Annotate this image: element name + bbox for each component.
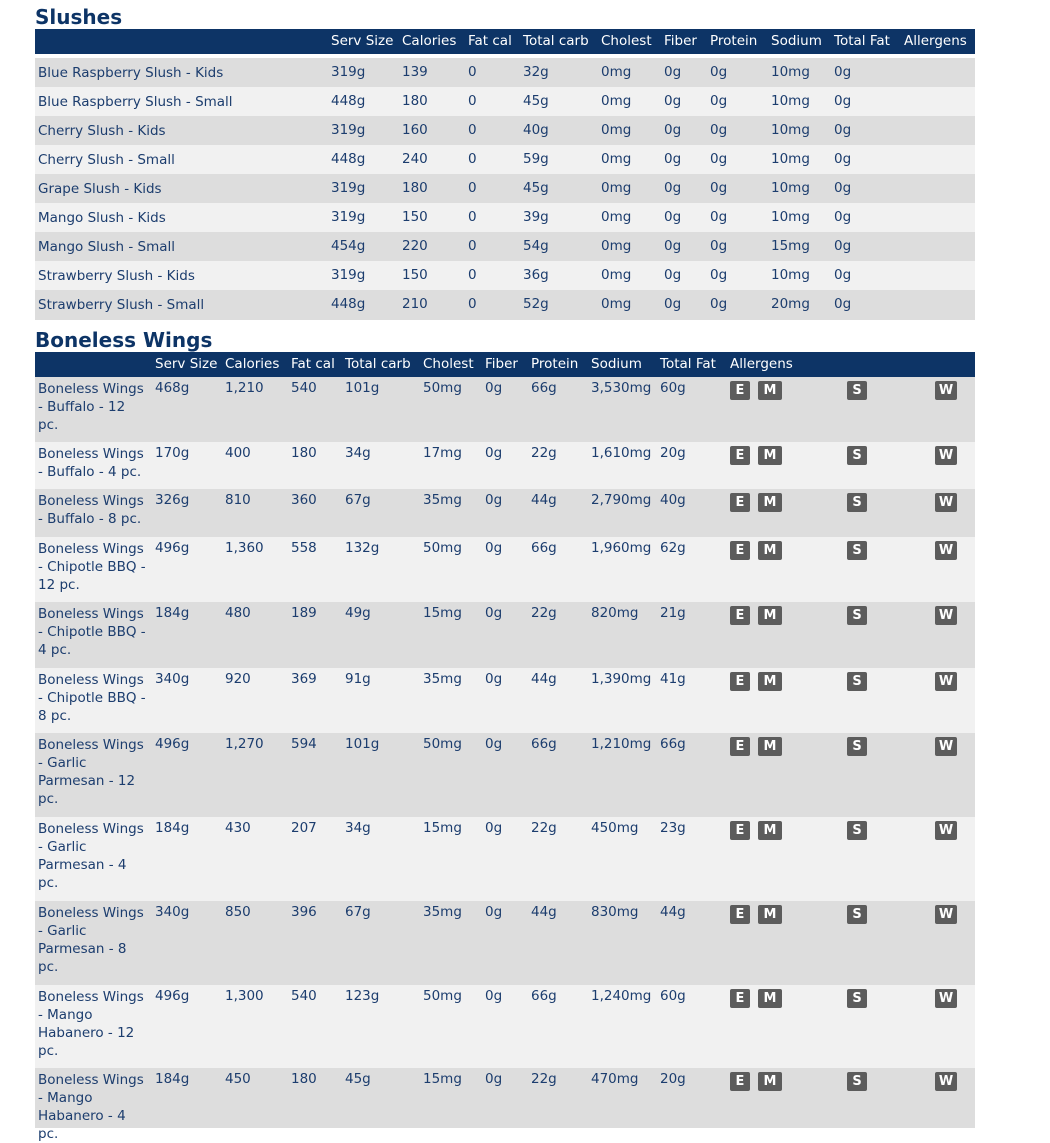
wheat-allergen-badge: W [935, 821, 957, 840]
column-header: Fiber [664, 33, 697, 49]
cell-fiber: 0g [664, 122, 682, 138]
wheat-allergen-badge: W [935, 493, 957, 512]
cell-chol: 0mg [601, 180, 632, 196]
cell-fatcal: 360 [291, 492, 317, 508]
column-header: Serv Size [155, 356, 218, 372]
milk-allergen-badge: M [758, 606, 782, 625]
cell-fat: 60g [660, 380, 686, 396]
cell-fat: 66g [660, 736, 686, 752]
item-name[interactable]: Mango Slush - Small [38, 239, 176, 255]
cell-cal: 430 [225, 820, 251, 836]
cell-protein: 66g [531, 540, 557, 556]
milk-allergen-badge: M [758, 905, 782, 924]
cell-sodium: 1,960mg [591, 540, 652, 556]
cell-fat: 0g [834, 64, 852, 80]
column-header: Serv Size [331, 33, 394, 49]
column-header: Cholest [423, 356, 474, 372]
soy-allergen-badge: S [847, 541, 867, 560]
slushes-section [35, 5, 975, 320]
cell-protein: 66g [531, 736, 557, 752]
cell-protein: 0g [710, 122, 728, 138]
cell-fiber: 0g [664, 296, 682, 312]
cell-fatcal: 594 [291, 736, 317, 752]
table-header [35, 29, 975, 54]
cell-carb: 45g [523, 93, 549, 109]
table-row [35, 58, 975, 87]
egg-allergen-badge: E [730, 606, 750, 625]
cell-fatcal: 207 [291, 820, 317, 836]
cell-serv: 184g [155, 605, 190, 621]
cell-chol: 0mg [601, 238, 632, 254]
cell-chol: 50mg [423, 988, 462, 1004]
cell-chol: 0mg [601, 267, 632, 283]
cell-fat: 21g [660, 605, 686, 621]
cell-chol: 35mg [423, 671, 462, 687]
column-header: Sodium [591, 356, 642, 372]
cell-fiber: 0g [664, 209, 682, 225]
cell-protein: 0g [710, 296, 728, 312]
wings-table [35, 377, 975, 1142]
soy-allergen-badge: S [847, 821, 867, 840]
cell-cal: 139 [402, 64, 428, 80]
cell-carb: 39g [523, 209, 549, 225]
cell-sodium: 1,390mg [591, 671, 652, 687]
cell-fatcal: 0 [468, 209, 477, 225]
cell-fatcal: 0 [468, 296, 477, 312]
cell-sodium: 820mg [591, 605, 639, 621]
cell-sodium: 1,610mg [591, 445, 652, 461]
cell-cal: 810 [225, 492, 251, 508]
cell-fatcal: 0 [468, 64, 477, 80]
cell-cal: 220 [402, 238, 428, 254]
cell-fat: 23g [660, 820, 686, 836]
cell-fat: 44g [660, 904, 686, 920]
section-title: Boneless Wings [35, 328, 213, 352]
milk-allergen-badge: M [758, 672, 782, 691]
cell-fatcal: 558 [291, 540, 317, 556]
cell-fiber: 0g [485, 671, 503, 687]
soy-allergen-badge: S [847, 905, 867, 924]
cell-chol: 15mg [423, 820, 462, 836]
cell-fat: 20g [660, 445, 686, 461]
egg-allergen-badge: E [730, 1072, 750, 1091]
item-name[interactable]: Boneless Wings - Mango Habanero - 4 pc. [38, 1072, 144, 1142]
cell-cal: 1,270 [225, 736, 264, 752]
soy-allergen-badge: S [847, 493, 867, 512]
cell-carb: 45g [523, 180, 549, 196]
cell-protein: 22g [531, 1071, 557, 1087]
cell-cal: 160 [402, 122, 428, 138]
item-name[interactable]: Boneless Wings - Chipotle BBQ - 8 pc. [38, 672, 146, 724]
cell-carb: 34g [345, 820, 371, 836]
column-header: Fiber [485, 356, 518, 372]
table-row [35, 442, 975, 489]
egg-allergen-badge: E [730, 493, 750, 512]
cell-carb: 123g [345, 988, 380, 1004]
wheat-allergen-badge: W [935, 606, 957, 625]
cell-carb: 34g [345, 445, 371, 461]
cell-chol: 50mg [423, 380, 462, 396]
wheat-allergen-badge: W [935, 905, 957, 924]
table-row [35, 817, 975, 901]
item-name[interactable]: Grape Slush - Kids [38, 181, 162, 197]
cell-sodium: 10mg [771, 64, 810, 80]
cell-carb: 49g [345, 605, 371, 621]
cell-fiber: 0g [485, 492, 503, 508]
item-name[interactable]: Boneless Wings - Chipotle BBQ - 4 pc. [38, 606, 146, 658]
cell-fiber: 0g [485, 904, 503, 920]
cell-serv: 496g [155, 736, 190, 752]
cell-fiber: 0g [664, 93, 682, 109]
cell-sodium: 450mg [591, 820, 639, 836]
cell-fat: 0g [834, 180, 852, 196]
cell-carb: 54g [523, 238, 549, 254]
cell-chol: 0mg [601, 209, 632, 225]
item-name[interactable]: Cherry Slush - Kids [38, 123, 166, 139]
slushes-table [35, 58, 975, 320]
table-row [35, 733, 975, 817]
cell-serv: 448g [331, 151, 366, 167]
cell-fat: 0g [834, 122, 852, 138]
column-header: Sodium [771, 33, 822, 49]
cell-sodium: 20mg [771, 296, 810, 312]
cell-fiber: 0g [485, 988, 503, 1004]
cell-protein: 0g [710, 64, 728, 80]
cell-serv: 319g [331, 64, 366, 80]
cell-protein: 44g [531, 492, 557, 508]
wheat-allergen-badge: W [935, 672, 957, 691]
cell-chol: 15mg [423, 605, 462, 621]
cell-fiber: 0g [664, 238, 682, 254]
cell-chol: 35mg [423, 492, 462, 508]
table-row [35, 901, 975, 985]
soy-allergen-badge: S [847, 672, 867, 691]
column-header: Allergens [730, 356, 793, 372]
soy-allergen-badge: S [847, 1072, 867, 1091]
cell-fat: 41g [660, 671, 686, 687]
cell-sodium: 10mg [771, 209, 810, 225]
cell-fatcal: 0 [468, 122, 477, 138]
cell-fat: 20g [660, 1071, 686, 1087]
egg-allergen-badge: E [730, 541, 750, 560]
milk-allergen-badge: M [758, 737, 782, 756]
cell-fatcal: 396 [291, 904, 317, 920]
item-name[interactable]: Blue Raspberry Slush - Small [38, 94, 233, 110]
wheat-allergen-badge: W [935, 541, 957, 560]
cell-chol: 50mg [423, 540, 462, 556]
cell-protein: 66g [531, 988, 557, 1004]
cell-protein: 44g [531, 904, 557, 920]
wheat-allergen-badge: W [935, 381, 957, 400]
cell-cal: 480 [225, 605, 251, 621]
cell-chol: 50mg [423, 736, 462, 752]
cell-carb: 101g [345, 736, 380, 752]
cell-carb: 67g [345, 492, 371, 508]
item-name[interactable]: Boneless Wings - Garlic Parmesan - 12 pc. [38, 737, 144, 807]
column-header: Fat cal [291, 356, 335, 372]
cell-serv: 184g [155, 820, 190, 836]
soy-allergen-badge: S [847, 737, 867, 756]
cell-fatcal: 180 [291, 1071, 317, 1087]
column-header: Calories [402, 33, 457, 49]
cell-protein: 0g [710, 238, 728, 254]
cell-serv: 340g [155, 671, 190, 687]
cell-protein: 0g [710, 209, 728, 225]
cell-sodium: 10mg [771, 122, 810, 138]
cell-sodium: 15mg [771, 238, 810, 254]
cell-fat: 60g [660, 988, 686, 1004]
cell-fiber: 0g [485, 820, 503, 836]
item-name[interactable]: Boneless Wings - Chipotle BBQ - 12 pc. [38, 541, 146, 593]
milk-allergen-badge: M [758, 989, 782, 1008]
egg-allergen-badge: E [730, 905, 750, 924]
column-header: Protein [531, 356, 579, 372]
cell-sodium: 470mg [591, 1071, 639, 1087]
table-row [35, 602, 975, 668]
cell-fatcal: 0 [468, 180, 477, 196]
cell-serv: 319g [331, 122, 366, 138]
cell-fat: 0g [834, 93, 852, 109]
column-header: Protein [710, 33, 758, 49]
cell-cal: 1,210 [225, 380, 264, 396]
cell-sodium: 10mg [771, 151, 810, 167]
egg-allergen-badge: E [730, 381, 750, 400]
cell-protein: 22g [531, 820, 557, 836]
cell-chol: 0mg [601, 93, 632, 109]
cell-fatcal: 180 [291, 445, 317, 461]
wings-section [35, 328, 975, 1142]
cell-fiber: 0g [485, 540, 503, 556]
column-header: Fat cal [468, 33, 512, 49]
table-row [35, 290, 975, 320]
cell-carb: 36g [523, 267, 549, 283]
cell-serv: 496g [155, 540, 190, 556]
table-header [35, 352, 975, 377]
cell-protein: 0g [710, 180, 728, 196]
egg-allergen-badge: E [730, 737, 750, 756]
egg-allergen-badge: E [730, 989, 750, 1008]
cell-cal: 920 [225, 671, 251, 687]
milk-allergen-badge: M [758, 446, 782, 465]
soy-allergen-badge: S [847, 989, 867, 1008]
cell-chol: 35mg [423, 904, 462, 920]
cell-sodium: 830mg [591, 904, 639, 920]
cell-sodium: 10mg [771, 267, 810, 283]
column-header: Cholest [601, 33, 652, 49]
cell-cal: 850 [225, 904, 251, 920]
egg-allergen-badge: E [730, 672, 750, 691]
cell-fat: 62g [660, 540, 686, 556]
cell-fatcal: 0 [468, 151, 477, 167]
soy-allergen-badge: S [847, 381, 867, 400]
table-row [35, 203, 975, 232]
table-row [35, 232, 975, 261]
item-name[interactable]: Strawberry Slush - Small [38, 297, 205, 313]
table-row [35, 261, 975, 290]
cell-sodium: 10mg [771, 180, 810, 196]
item-name[interactable]: Boneless Wings - Mango Habanero - 12 pc. [38, 989, 144, 1059]
cell-cal: 150 [402, 209, 428, 225]
wheat-allergen-badge: W [935, 737, 957, 756]
item-name[interactable]: Boneless Wings - Garlic Parmesan - 8 pc. [38, 905, 144, 975]
cell-sodium: 10mg [771, 93, 810, 109]
wheat-allergen-badge: W [935, 989, 957, 1008]
cell-carb: 59g [523, 151, 549, 167]
milk-allergen-badge: M [758, 821, 782, 840]
cell-protein: 0g [710, 151, 728, 167]
soy-allergen-badge: S [847, 606, 867, 625]
cell-serv: 448g [331, 296, 366, 312]
cell-fat: 0g [834, 151, 852, 167]
egg-allergen-badge: E [730, 446, 750, 465]
cell-cal: 1,360 [225, 540, 264, 556]
table-row [35, 145, 975, 174]
cell-serv: 319g [331, 267, 366, 283]
cell-fiber: 0g [485, 736, 503, 752]
cell-serv: 319g [331, 180, 366, 196]
column-header: Total carb [345, 356, 411, 372]
item-name[interactable]: Cherry Slush - Small [38, 152, 175, 168]
cell-carb: 32g [523, 64, 549, 80]
cell-carb: 52g [523, 296, 549, 312]
cell-protein: 0g [710, 267, 728, 283]
cell-carb: 45g [345, 1071, 371, 1087]
cell-protein: 22g [531, 445, 557, 461]
cell-serv: 454g [331, 238, 366, 254]
cell-fiber: 0g [485, 445, 503, 461]
cell-fat: 0g [834, 238, 852, 254]
table-row [35, 537, 975, 602]
table-row [35, 985, 975, 1068]
cell-serv: 448g [331, 93, 366, 109]
cell-sodium: 3,530mg [591, 380, 652, 396]
cell-protein: 66g [531, 380, 557, 396]
cell-fatcal: 0 [468, 93, 477, 109]
table-row [35, 1068, 975, 1142]
cell-cal: 240 [402, 151, 428, 167]
milk-allergen-badge: M [758, 381, 782, 400]
milk-allergen-badge: M [758, 493, 782, 512]
cell-carb: 91g [345, 671, 371, 687]
cell-serv: 184g [155, 1071, 190, 1087]
item-name[interactable]: Strawberry Slush - Kids [38, 268, 195, 284]
cell-sodium: 2,790mg [591, 492, 652, 508]
table-row [35, 116, 975, 145]
cell-fatcal: 369 [291, 671, 317, 687]
cell-fiber: 0g [664, 180, 682, 196]
item-name[interactable]: Boneless Wings - Garlic Parmesan - 4 pc. [38, 821, 144, 891]
cell-protein: 22g [531, 605, 557, 621]
cell-serv: 170g [155, 445, 190, 461]
cell-fiber: 0g [485, 380, 503, 396]
column-header: Allergens [904, 33, 967, 49]
column-header: Calories [225, 356, 280, 372]
item-name[interactable]: Boneless Wings - Buffalo - 4 pc. [38, 446, 144, 480]
cell-serv: 319g [331, 209, 366, 225]
cell-fiber: 0g [485, 1071, 503, 1087]
item-name[interactable]: Boneless Wings - Buffalo - 12 pc. [38, 381, 144, 433]
egg-allergen-badge: E [730, 821, 750, 840]
cell-protein: 0g [710, 93, 728, 109]
section-title: Slushes [35, 5, 123, 29]
wheat-allergen-badge: W [935, 1072, 957, 1091]
table-row [35, 87, 975, 116]
cell-cal: 400 [225, 445, 251, 461]
cell-sodium: 1,240mg [591, 988, 652, 1004]
cell-fat: 0g [834, 296, 852, 312]
cell-fatcal: 189 [291, 605, 317, 621]
item-name[interactable]: Blue Raspberry Slush - Kids [38, 65, 224, 81]
cell-fatcal: 540 [291, 380, 317, 396]
table-row [35, 668, 975, 733]
cell-cal: 450 [225, 1071, 251, 1087]
column-header: Total Fat [834, 33, 890, 49]
cell-chol: 15mg [423, 1071, 462, 1087]
cell-serv: 496g [155, 988, 190, 1004]
cell-chol: 0mg [601, 151, 632, 167]
cell-fat: 40g [660, 492, 686, 508]
table-row [35, 489, 975, 537]
column-header: Total Fat [660, 356, 716, 372]
cell-carb: 40g [523, 122, 549, 138]
cell-fat: 0g [834, 209, 852, 225]
item-name[interactable]: Boneless Wings - Buffalo - 8 pc. [38, 493, 144, 527]
cell-cal: 210 [402, 296, 428, 312]
cell-cal: 180 [402, 93, 428, 109]
soy-allergen-badge: S [847, 446, 867, 465]
milk-allergen-badge: M [758, 1072, 782, 1091]
cell-fatcal: 0 [468, 238, 477, 254]
table-row [35, 377, 975, 442]
cell-fat: 0g [834, 267, 852, 283]
cell-cal: 150 [402, 267, 428, 283]
cell-fiber: 0g [664, 267, 682, 283]
cell-serv: 340g [155, 904, 190, 920]
cell-chol: 0mg [601, 296, 632, 312]
cell-carb: 101g [345, 380, 380, 396]
cell-sodium: 1,210mg [591, 736, 652, 752]
cell-fiber: 0g [664, 64, 682, 80]
cell-cal: 1,300 [225, 988, 264, 1004]
cell-carb: 132g [345, 540, 380, 556]
cell-fiber: 0g [664, 151, 682, 167]
cell-chol: 0mg [601, 64, 632, 80]
cell-serv: 326g [155, 492, 190, 508]
cell-cal: 180 [402, 180, 428, 196]
item-name[interactable]: Mango Slush - Kids [38, 210, 166, 226]
cell-chol: 0mg [601, 122, 632, 138]
cell-carb: 67g [345, 904, 371, 920]
table-row [35, 174, 975, 203]
cell-fatcal: 0 [468, 267, 477, 283]
cell-protein: 44g [531, 671, 557, 687]
cell-fiber: 0g [485, 605, 503, 621]
cell-fatcal: 540 [291, 988, 317, 1004]
wheat-allergen-badge: W [935, 446, 957, 465]
cell-chol: 17mg [423, 445, 462, 461]
milk-allergen-badge: M [758, 541, 782, 560]
column-header: Total carb [523, 33, 589, 49]
cell-serv: 468g [155, 380, 190, 396]
